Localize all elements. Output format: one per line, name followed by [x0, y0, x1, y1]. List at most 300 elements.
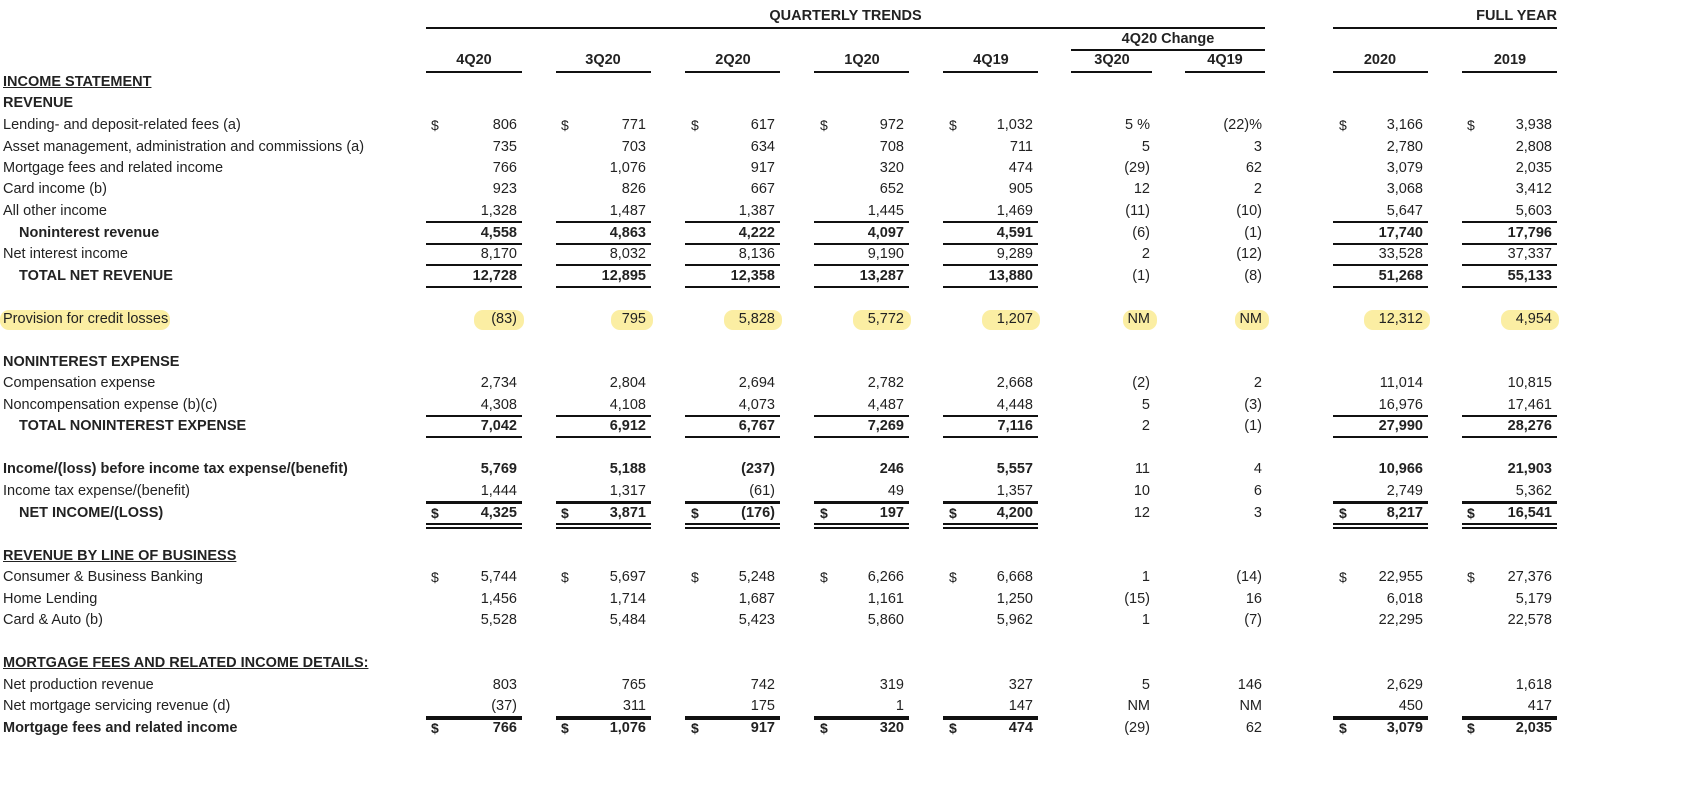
subtotal-rule	[1462, 264, 1557, 266]
value-cell: 311	[622, 698, 646, 714]
row-label: Net production revenue	[3, 677, 154, 693]
value-cell: (29)	[1124, 720, 1150, 736]
total-rule	[685, 523, 780, 525]
currency-symbol: $	[691, 505, 699, 521]
value-cell: 2	[1253, 181, 1262, 197]
value-cell: 37,337	[1507, 246, 1552, 262]
total-rule	[556, 286, 651, 288]
value-cell: 1,032	[996, 117, 1033, 133]
row-label: REVENUE	[3, 95, 74, 111]
total-rule	[426, 436, 522, 438]
column-header: 3Q20	[1094, 52, 1130, 68]
column-header-rule	[1462, 71, 1557, 73]
currency-symbol: $	[949, 569, 957, 585]
subtotal-rule	[1333, 221, 1428, 223]
value-cell: 6,668	[996, 569, 1033, 585]
total-rule-top	[1333, 718, 1428, 720]
subtotal-rule	[1462, 415, 1557, 417]
value-cell: 4,073	[738, 397, 775, 413]
value-cell: 4,558	[480, 225, 517, 241]
value-cell: 634	[750, 139, 775, 155]
value-cell: 62	[1245, 160, 1262, 176]
row-label: Consumer & Business Banking	[3, 569, 203, 585]
row-label: Card & Auto (b)	[3, 612, 103, 628]
value-cell: 765	[621, 677, 646, 693]
value-cell: 3	[1253, 505, 1262, 521]
value-cell: 4,591	[996, 225, 1033, 241]
value-cell: 3,068	[1386, 181, 1423, 197]
subtotal-rule	[556, 221, 651, 223]
value-cell: 3,079	[1386, 160, 1423, 176]
value-cell: 1	[1141, 612, 1150, 628]
value-cell: 5,188	[609, 461, 646, 477]
total-rule	[426, 243, 522, 245]
value-cell: 417	[1527, 698, 1552, 714]
total-rule	[556, 436, 651, 438]
value-cell: 27,376	[1507, 569, 1552, 585]
value-cell: 327	[1008, 677, 1033, 693]
currency-symbol: $	[1467, 505, 1475, 521]
total-rule-top	[814, 502, 909, 504]
value-cell: 2,780	[1386, 139, 1423, 155]
value-cell: 2,734	[480, 375, 517, 391]
subtotal-rule	[556, 415, 651, 417]
row-label: INCOME STATEMENT	[3, 74, 152, 90]
value-cell: 33,528	[1378, 246, 1423, 262]
total-rule-double	[556, 527, 651, 529]
value-cell: 1,445	[867, 203, 904, 219]
value-cell: (22)%	[1223, 117, 1262, 133]
row-label: All other income	[3, 203, 107, 219]
total-rule	[1333, 436, 1428, 438]
total-rule	[814, 286, 909, 288]
subtotal-rule	[1333, 415, 1428, 417]
value-cell: 22,578	[1507, 612, 1552, 628]
value-cell: 917	[750, 160, 775, 176]
total-rule	[556, 243, 651, 245]
value-cell: 5,179	[1515, 591, 1552, 607]
value-cell: 12,728	[472, 268, 517, 284]
total-rule-top	[814, 718, 909, 720]
subtotal-rule	[943, 221, 1038, 223]
value-cell: 4,222	[738, 225, 775, 241]
value-cell: 5,528	[480, 612, 517, 628]
value-cell: 771	[621, 117, 646, 133]
value-cell: (1)	[1244, 418, 1262, 434]
row-label: Noninterest revenue	[19, 225, 160, 241]
total-rule	[685, 243, 780, 245]
value-cell: 21,903	[1507, 461, 1552, 477]
value-cell: NM	[1239, 698, 1262, 714]
quarterly-trends-heading: QUARTERLY TRENDS	[769, 8, 922, 24]
total-rule-double	[685, 527, 780, 529]
value-cell: 1,076	[609, 160, 646, 176]
column-header-rule	[814, 71, 909, 73]
value-cell: 16,976	[1378, 397, 1423, 413]
value-cell: 1,161	[867, 591, 904, 607]
value-cell: (237)	[741, 461, 775, 477]
row-label: Provision for credit losses	[3, 311, 169, 327]
value-cell: 617	[750, 117, 775, 133]
value-cell: 175	[750, 698, 775, 714]
value-cell: 4,487	[867, 397, 904, 413]
header-rule	[1071, 49, 1265, 51]
subtotal-rule	[426, 264, 522, 266]
total-rule	[1333, 523, 1428, 525]
value-cell: 742	[750, 677, 775, 693]
total-rule-top	[426, 502, 522, 504]
value-cell: 917	[750, 720, 775, 736]
value-cell: (176)	[741, 505, 775, 521]
value-cell: 803	[492, 677, 517, 693]
value-cell: 4,325	[480, 505, 517, 521]
currency-symbol: $	[1339, 505, 1347, 521]
total-rule	[943, 243, 1038, 245]
value-cell: 246	[879, 461, 904, 477]
value-cell: 22,295	[1378, 612, 1423, 628]
column-header: 3Q20	[585, 52, 621, 68]
subtotal-rule	[814, 415, 909, 417]
currency-symbol: $	[1467, 117, 1475, 133]
value-cell: 8,136	[738, 246, 775, 262]
value-cell: 708	[879, 139, 904, 155]
total-rule-top	[556, 718, 651, 720]
value-cell: 6,018	[1386, 591, 1423, 607]
value-cell: 17,796	[1507, 225, 1552, 241]
value-cell: 1,387	[738, 203, 775, 219]
total-rule-top	[1462, 502, 1557, 504]
value-cell: 3,166	[1386, 117, 1423, 133]
value-cell: (8)	[1244, 268, 1262, 284]
value-cell: 17,461	[1507, 397, 1552, 413]
subtotal-rule	[685, 264, 780, 266]
column-header-rule	[426, 71, 522, 73]
column-header-rule	[1071, 71, 1152, 73]
value-cell: 766	[492, 160, 517, 176]
currency-symbol: $	[949, 505, 957, 521]
value-cell: 4,108	[609, 397, 646, 413]
value-cell: 197	[879, 505, 904, 521]
value-cell: 735	[492, 139, 517, 155]
value-cell: 450	[1398, 698, 1423, 714]
total-rule-double	[943, 527, 1038, 529]
currency-symbol: $	[820, 505, 828, 521]
value-cell: 5,423	[738, 612, 775, 628]
value-cell: NM	[1127, 698, 1150, 714]
total-rule	[1333, 286, 1428, 288]
row-label: Home Lending	[3, 591, 98, 607]
currency-symbol: $	[561, 505, 569, 521]
value-cell: 13,880	[988, 268, 1033, 284]
value-cell: 5	[1141, 397, 1150, 413]
subtotal-rule	[426, 415, 522, 417]
total-rule-top	[556, 502, 651, 504]
currency-symbol: $	[820, 720, 828, 736]
value-cell: 4,097	[867, 225, 904, 241]
total-rule-double	[814, 527, 909, 529]
value-cell: 5,603	[1515, 203, 1552, 219]
value-cell: NM	[1239, 311, 1262, 327]
row-label: Mortgage fees and related income	[3, 720, 238, 736]
value-cell: 10	[1133, 483, 1150, 499]
header-rule	[426, 27, 1265, 29]
value-cell: 2,804	[609, 375, 646, 391]
currency-symbol: $	[431, 117, 439, 133]
total-rule	[814, 436, 909, 438]
subtotal-rule	[426, 221, 522, 223]
currency-symbol: $	[949, 117, 957, 133]
value-cell: 11	[1134, 461, 1150, 477]
total-rule	[814, 523, 909, 525]
total-rule-top	[685, 502, 780, 504]
value-cell: (7)	[1244, 612, 1262, 628]
value-cell: (6)	[1132, 225, 1150, 241]
value-cell: 12,312	[1378, 311, 1423, 327]
value-cell: 1,687	[738, 591, 775, 607]
value-cell: 5,362	[1515, 483, 1552, 499]
value-cell: 5,828	[738, 311, 775, 327]
value-cell: 22,955	[1378, 569, 1423, 585]
column-header: 1Q20	[844, 52, 880, 68]
value-cell: 1,714	[609, 591, 646, 607]
value-cell: 5,647	[1386, 203, 1423, 219]
value-cell: 6,912	[609, 418, 646, 434]
total-rule-double	[1462, 527, 1557, 529]
value-cell: 16,541	[1507, 505, 1552, 521]
total-rule	[814, 243, 909, 245]
row-label: TOTAL NET REVENUE	[19, 268, 173, 284]
value-cell: (10)	[1236, 203, 1262, 219]
total-rule-top	[1333, 502, 1428, 504]
value-cell: 7,116	[997, 418, 1033, 434]
value-cell: 2,694	[738, 375, 775, 391]
value-cell: 1,317	[609, 483, 646, 499]
value-cell: 2,629	[1386, 677, 1423, 693]
value-cell: 2,035	[1515, 160, 1552, 176]
value-cell: NM	[1127, 311, 1150, 327]
subtotal-rule	[1333, 264, 1428, 266]
total-rule	[1462, 523, 1557, 525]
value-cell: 2,749	[1386, 483, 1423, 499]
value-cell: 1,250	[996, 591, 1033, 607]
value-cell: 5	[1141, 677, 1150, 693]
value-cell: 703	[621, 139, 646, 155]
total-rule-double	[1333, 527, 1428, 529]
total-rule	[556, 523, 651, 525]
value-cell: 49	[887, 483, 904, 499]
subtotal-rule	[556, 264, 651, 266]
value-cell: 2,035	[1515, 720, 1552, 736]
currency-symbol: $	[820, 569, 828, 585]
value-cell: 27,990	[1378, 418, 1423, 434]
value-cell: 1,456	[480, 591, 517, 607]
column-header: 2Q20	[715, 52, 751, 68]
value-cell: 8,170	[480, 246, 517, 262]
value-cell: (29)	[1124, 160, 1150, 176]
value-cell: (1)	[1132, 268, 1150, 284]
value-cell: 905	[1008, 181, 1033, 197]
currency-symbol: $	[561, 569, 569, 585]
currency-symbol: $	[691, 117, 699, 133]
subtotal-rule	[685, 415, 780, 417]
value-cell: 7,042	[480, 418, 517, 434]
value-cell: 2,668	[996, 375, 1033, 391]
value-cell: 5,769	[480, 461, 517, 477]
value-cell: 1,618	[1515, 677, 1552, 693]
total-rule	[685, 286, 780, 288]
value-cell: 319	[879, 677, 904, 693]
value-cell: 2,808	[1515, 139, 1552, 155]
value-cell: 1,444	[480, 483, 517, 499]
row-label: Income tax expense/(benefit)	[3, 483, 190, 499]
total-rule	[943, 286, 1038, 288]
column-header-rule	[685, 71, 780, 73]
subtotal-rule	[1462, 221, 1557, 223]
value-cell: 2	[1141, 418, 1150, 434]
subtotal-rule	[814, 221, 909, 223]
column-header-rule	[1333, 71, 1428, 73]
value-cell: (3)	[1244, 397, 1262, 413]
value-cell: 1,487	[609, 203, 646, 219]
row-label: Net mortgage servicing revenue (d)	[3, 698, 231, 714]
value-cell: 474	[1008, 160, 1033, 176]
column-header-rule	[1185, 71, 1265, 73]
value-cell: 4,308	[480, 397, 517, 413]
value-cell: (14)	[1236, 569, 1262, 585]
value-cell: 1,076	[609, 720, 646, 736]
value-cell: 972	[879, 117, 904, 133]
value-cell: 3	[1253, 139, 1262, 155]
total-rule	[1462, 436, 1557, 438]
row-label: REVENUE BY LINE OF BUSINESS	[3, 548, 237, 564]
value-cell: 5,962	[996, 612, 1033, 628]
row-label: Noncompensation expense (b)(c)	[3, 397, 218, 413]
value-cell: 3,871	[609, 505, 646, 521]
subtotal-rule	[943, 264, 1038, 266]
row-label: NONINTEREST EXPENSE	[3, 354, 180, 370]
value-cell: 5,484	[609, 612, 646, 628]
value-cell: (37)	[491, 698, 517, 714]
total-rule	[943, 523, 1038, 525]
currency-symbol: $	[1467, 720, 1475, 736]
currency-symbol: $	[431, 569, 439, 585]
value-cell: 5,248	[738, 569, 775, 585]
value-cell: 9,190	[867, 246, 904, 262]
column-header: 2020	[1363, 52, 1397, 68]
value-cell: 8,032	[609, 246, 646, 262]
currency-symbol: $	[1467, 569, 1475, 585]
value-cell: 2,782	[867, 375, 904, 391]
value-cell: 51,268	[1378, 268, 1423, 284]
value-cell: 8,217	[1386, 505, 1423, 521]
total-rule	[426, 286, 522, 288]
value-cell: 474	[1008, 720, 1033, 736]
currency-symbol: $	[691, 720, 699, 736]
column-header-rule	[943, 71, 1038, 73]
value-cell: 10,815	[1507, 375, 1552, 391]
value-cell: 6	[1253, 483, 1262, 499]
currency-symbol: $	[431, 720, 439, 736]
row-label: Asset management, administration and commissions (a)	[3, 139, 365, 155]
currency-symbol: $	[1339, 569, 1347, 585]
column-header: 2019	[1493, 52, 1527, 68]
total-rule-top	[1462, 718, 1557, 720]
total-rule-top	[426, 718, 522, 720]
value-cell: 3,938	[1515, 117, 1552, 133]
currency-symbol: $	[1339, 117, 1347, 133]
value-cell: 5,860	[867, 612, 904, 628]
value-cell: 1	[1141, 569, 1150, 585]
row-label: Compensation expense	[3, 375, 156, 391]
value-cell: (2)	[1132, 375, 1150, 391]
value-cell: 28,276	[1507, 418, 1552, 434]
subtotal-rule	[943, 415, 1038, 417]
total-rule	[1462, 286, 1557, 288]
row-label: NET INCOME/(LOSS)	[19, 505, 164, 521]
row-label: Income/(loss) before income tax expense/(benefit)	[3, 461, 348, 477]
value-cell: 3,079	[1386, 720, 1423, 736]
total-rule-top	[943, 718, 1038, 720]
value-cell: 4,448	[996, 397, 1033, 413]
currency-symbol: $	[949, 720, 957, 736]
row-label: TOTAL NONINTEREST EXPENSE	[19, 418, 247, 434]
value-cell: 923	[492, 181, 517, 197]
value-cell: 12,358	[730, 268, 775, 284]
value-cell: (83)	[491, 311, 517, 327]
value-cell: 12	[1133, 181, 1150, 197]
value-cell: 711	[1009, 139, 1033, 155]
value-cell: 652	[879, 181, 904, 197]
value-cell: 5	[1141, 139, 1150, 155]
value-cell: (1)	[1244, 225, 1262, 241]
subtotal-rule	[685, 221, 780, 223]
value-cell: 147	[1008, 698, 1033, 714]
value-cell: 146	[1237, 677, 1262, 693]
row-label: MORTGAGE FEES AND RELATED INCOME DETAILS:	[3, 655, 369, 671]
change-heading: 4Q20 Change	[1121, 31, 1215, 47]
value-cell: 6,266	[867, 569, 904, 585]
value-cell: 667	[750, 181, 775, 197]
value-cell: 4,200	[996, 505, 1033, 521]
value-cell: (15)	[1124, 591, 1150, 607]
total-rule	[685, 436, 780, 438]
value-cell: 6,767	[738, 418, 775, 434]
value-cell: 12,895	[601, 268, 646, 284]
currency-symbol: $	[691, 569, 699, 585]
value-cell: 1,357	[996, 483, 1033, 499]
value-cell: 1,207	[996, 311, 1033, 327]
value-cell: 4	[1253, 461, 1262, 477]
value-cell: (61)	[749, 483, 775, 499]
column-header: 4Q19	[1207, 52, 1243, 68]
value-cell: 9,289	[996, 246, 1033, 262]
value-cell: 62	[1245, 720, 1262, 736]
value-cell: 10,966	[1378, 461, 1423, 477]
value-cell: 806	[492, 117, 517, 133]
value-cell: 2	[1141, 246, 1150, 262]
currency-symbol: $	[561, 720, 569, 736]
currency-symbol: $	[820, 117, 828, 133]
subtotal-rule	[814, 264, 909, 266]
value-cell: 1,328	[480, 203, 517, 219]
value-cell: 320	[879, 160, 904, 176]
value-cell: 55,133	[1507, 268, 1552, 284]
value-cell: 17,740	[1378, 225, 1423, 241]
total-rule	[1333, 243, 1428, 245]
value-cell: 5,697	[609, 569, 646, 585]
value-cell: 826	[621, 181, 646, 197]
value-cell: 4,863	[609, 225, 646, 241]
